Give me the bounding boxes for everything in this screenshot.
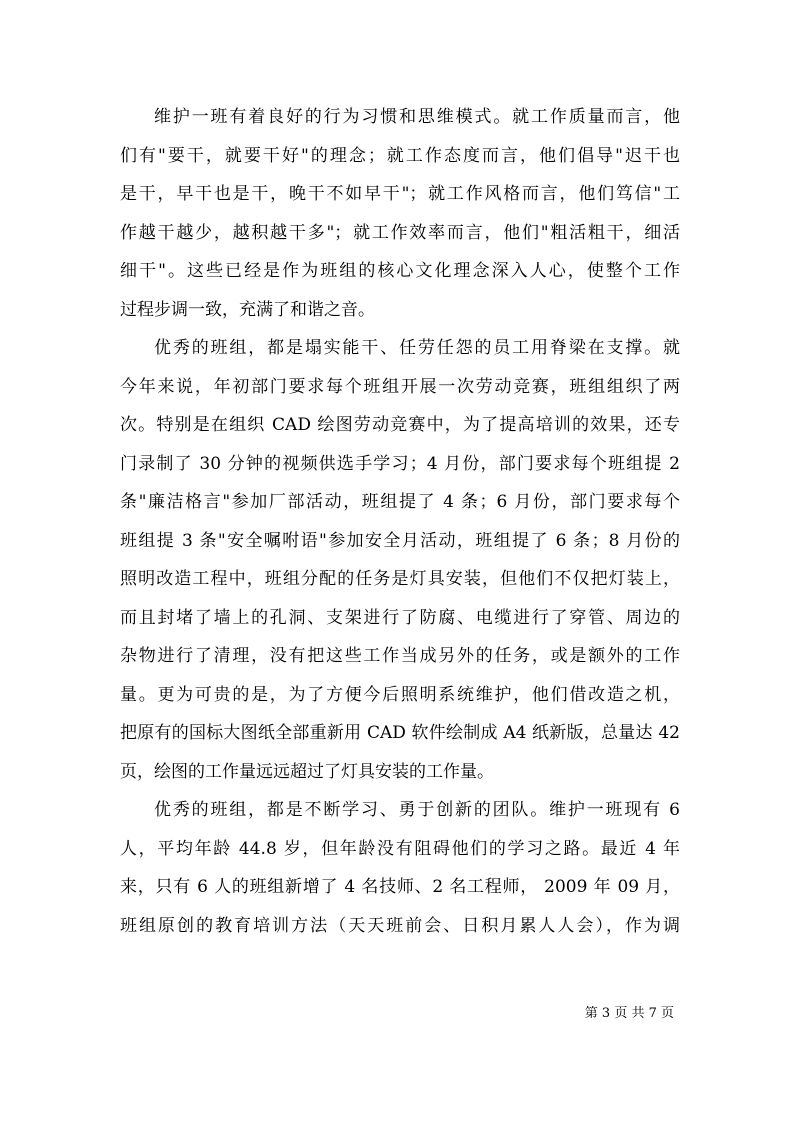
text-line: 量。更为可贵的是，为了方便今后照明系统维护，他们借改造之机， <box>120 684 680 705</box>
text-line: 们有"要干，就要干好"的理念；就工作态度而言，他们倡导"迟干也 <box>120 145 680 166</box>
text-line: 细干"。这些已经是作为班组的核心文化理念深入人心，使整个工作 <box>120 261 680 281</box>
text-line: 杂物进行了清理，没有把这些工作当成另外的任务，或是额外的工作 <box>120 646 680 666</box>
paragraph-3 <box>120 791 680 945</box>
text-line: 优秀的班组，都是不断学习、勇于创新的团队。维护一班现有 6 <box>154 800 680 820</box>
page-number: 第 3 页 共 7 页 <box>584 1006 674 1021</box>
text-line: 维护一班有着良好的行为习惯和思维模式。就工作质量而言，他 <box>154 107 680 127</box>
text-line: 过程步调一致，充满了和谐之音。 <box>120 299 375 320</box>
text-line: 优秀的班组，都是塌实能干、任劳任怨的员工用脊梁在支撑。就 <box>154 338 680 358</box>
text-line: 班组提 3 条"安全嘱咐语"参加安全月活动，班组提了 6 条；8 月份的 <box>120 530 680 551</box>
text-line: 把原有的国标大图纸全部重新用 CAD 软件绘制成 A4 纸新版，总量达 42 <box>120 723 680 743</box>
text-line: 人，平均年龄 44.8 岁，但年龄没有阻碍他们的学习之路。最近 4 年 <box>120 838 680 859</box>
text-line: 条"廉洁格言"参加厂部活动，班组提了 4 条；6 月份，部门要求每个 <box>120 492 680 512</box>
text-line: 班组原创的教育培训方法（天天班前会、日积月累人人会），作为调 <box>120 915 680 936</box>
text-line: 来，只有 6 人的班组新增了 4 名技师、2 名工程师， 2009 年 09 月， <box>120 877 680 897</box>
text-line: 照明改造工程中，班组分配的任务是灯具安装，但他们不仅把灯装上， <box>120 569 680 589</box>
text-line: 页，绘图的工作量远远超过了灯具安装的工作量。 <box>120 761 494 782</box>
text-line: 是干，早干也是干，晚干不如早干"；就工作风格而言，他们笃信"工 <box>120 184 680 204</box>
body-text <box>120 98 680 945</box>
text-line: 今年来说，年初部门要求每个班组开展一次劳动竞赛，班组组织了两 <box>120 376 680 397</box>
text-line: 次。特别是在组织 CAD 绘图劳动竞赛中，为了提高培训的效果，还专 <box>120 415 680 435</box>
paragraph-2 <box>120 329 680 791</box>
text-line: 而且封堵了墙上的孔洞、支架进行了防腐、电缆进行了穿管、周边的 <box>120 607 680 628</box>
text-line: 门录制了 30 分钟的视频供选手学习；4 月份，部门要求每个班组提 2 <box>120 453 680 474</box>
text-line: 作越干越少，越积越干多"；就工作效率而言，他们"粗活粗干，细活 <box>120 222 680 243</box>
paragraph-1 <box>120 98 680 329</box>
